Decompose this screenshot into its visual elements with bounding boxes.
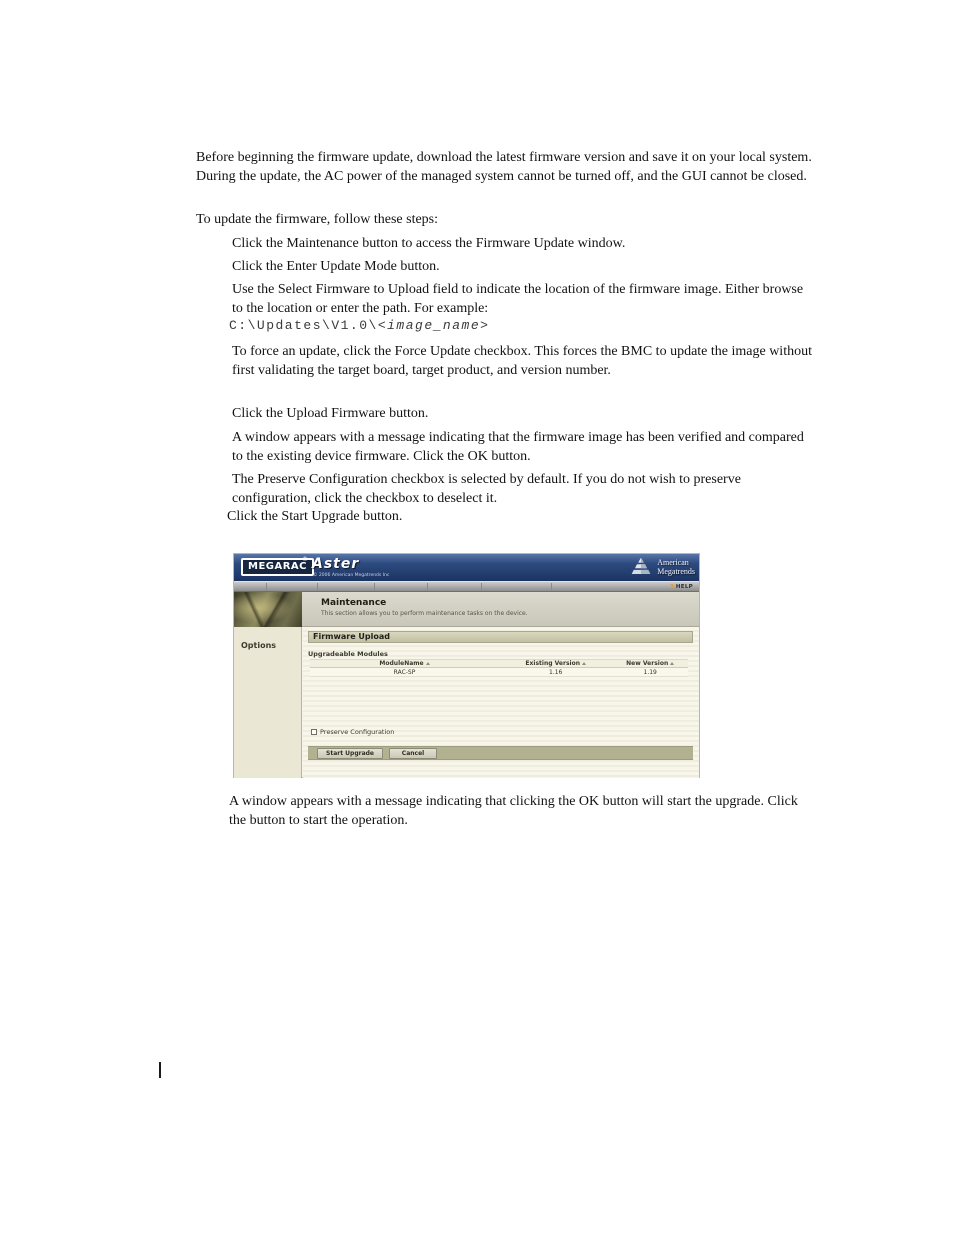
upgradeable-modules-label: Upgradeable Modules	[308, 650, 388, 658]
step-verify-window: A window appears with a message indicating that the firmware image has been verified and compared to the existing device firmware. Click the OK button.	[232, 430, 804, 464]
section-title-bar: Firmware Upload	[308, 631, 693, 643]
footer-page-mark	[159, 1062, 161, 1078]
sort-icon	[426, 662, 430, 665]
step-enter-update-mode: Click the Enter Update Mode button.	[232, 259, 440, 274]
ami-name-line2: Megatrends	[657, 566, 695, 576]
nav-tab-divider	[481, 583, 482, 590]
preserve-configuration-label: Preserve Configuration	[320, 728, 395, 736]
step-select-firmware: Use the Select Firmware to Upload field to indicate the location of the firmware image. Either browse to the location or enter the path. For example:	[232, 282, 804, 316]
step-force-update: To force an update, click the Force Update checkbox. This forces the BMC to update the image without first validating the target board, target product, and version number.	[232, 344, 812, 378]
nav-tab-divider	[427, 583, 428, 590]
megarac-logo: MEGARAC	[241, 558, 314, 576]
intro-paragraph: Before beginning the firmware update, download the latest firmware version and save it on your local system. During the update, the AC power of the managed system cannot be turned off, and the GUI cannot be closed.	[196, 150, 812, 184]
page-body	[234, 627, 699, 778]
column-header-modulename[interactable]	[310, 660, 499, 667]
step-upload-firmware: Click the Upload Firmware button.	[232, 406, 429, 421]
main-content	[303, 627, 699, 778]
help-icon: ?	[669, 583, 674, 591]
column-header-label: New Version	[626, 660, 669, 667]
sort-icon	[582, 662, 586, 665]
nav-tab-divider	[317, 583, 318, 590]
closing-paragraph: A window appears with a message indicating that clicking the OK button will start the upgrade. Click the button to start the operation.	[229, 794, 798, 828]
help-button[interactable]	[670, 583, 693, 591]
nav-tab-divider	[266, 583, 267, 590]
table-header-row	[310, 659, 688, 668]
ami-name	[657, 559, 695, 576]
cell-module-name: RAC-SP	[393, 668, 416, 676]
preserve-configuration-row	[311, 728, 394, 736]
modules-table	[310, 659, 688, 677]
column-header-existing-version[interactable]	[499, 660, 612, 667]
ami-logo	[628, 557, 695, 578]
sort-icon	[670, 662, 674, 665]
column-header-label: ModuleName	[379, 660, 424, 667]
action-button-bar	[308, 746, 693, 760]
cell-existing-version: 1.16	[549, 668, 563, 676]
sidebar-options-label: Options	[241, 641, 277, 650]
page-subtitle: This section allows you to perform maintenance tasks on the device.	[321, 610, 528, 617]
ami-name-line1: American	[657, 558, 689, 567]
ami-pyramid-icon	[628, 557, 654, 578]
registered-mark: ®	[302, 556, 308, 563]
preserve-configuration-checkbox[interactable]	[311, 729, 317, 735]
circuit-board-photo	[234, 592, 302, 627]
step-preserve-config: The Preserve Configuration checkbox is selected by default. If you do not wish to preserve configuration, click the checkbox to deselect it.	[232, 472, 741, 506]
product-name: Aster	[312, 556, 360, 572]
options-sidebar	[234, 627, 302, 778]
step-maintenance: Click the Maintenance button to access the Firmware Update window.	[232, 236, 626, 251]
cancel-button[interactable]: Cancel	[389, 748, 437, 759]
megarac-screenshot	[233, 553, 700, 778]
column-header-new-version[interactable]	[612, 660, 688, 667]
code-suffix: >	[480, 318, 490, 333]
code-prefix: C:\Updates\V1.0\<	[229, 318, 388, 333]
page-title: Maintenance	[321, 598, 387, 608]
step-start-upgrade: Click the Start Upgrade button.	[227, 509, 403, 524]
steps-heading: To update the firmware, follow these steps:	[196, 212, 439, 227]
help-label: HELP	[675, 584, 693, 590]
copyright-text: © 2006 American Megatrends Inc	[313, 573, 390, 578]
example-path-code	[229, 318, 829, 333]
nav-tab-divider	[374, 583, 375, 590]
nav-bar	[234, 581, 699, 592]
cell-new-version: 1.19	[643, 668, 657, 676]
table-row[interactable]	[310, 668, 688, 677]
nav-tab-divider	[551, 583, 552, 590]
app-header	[234, 554, 699, 581]
page-title-band	[234, 592, 699, 627]
start-upgrade-button[interactable]: Start Upgrade	[317, 748, 383, 759]
column-header-label: Existing Version	[525, 660, 580, 667]
code-image-name: image_name	[387, 318, 481, 333]
